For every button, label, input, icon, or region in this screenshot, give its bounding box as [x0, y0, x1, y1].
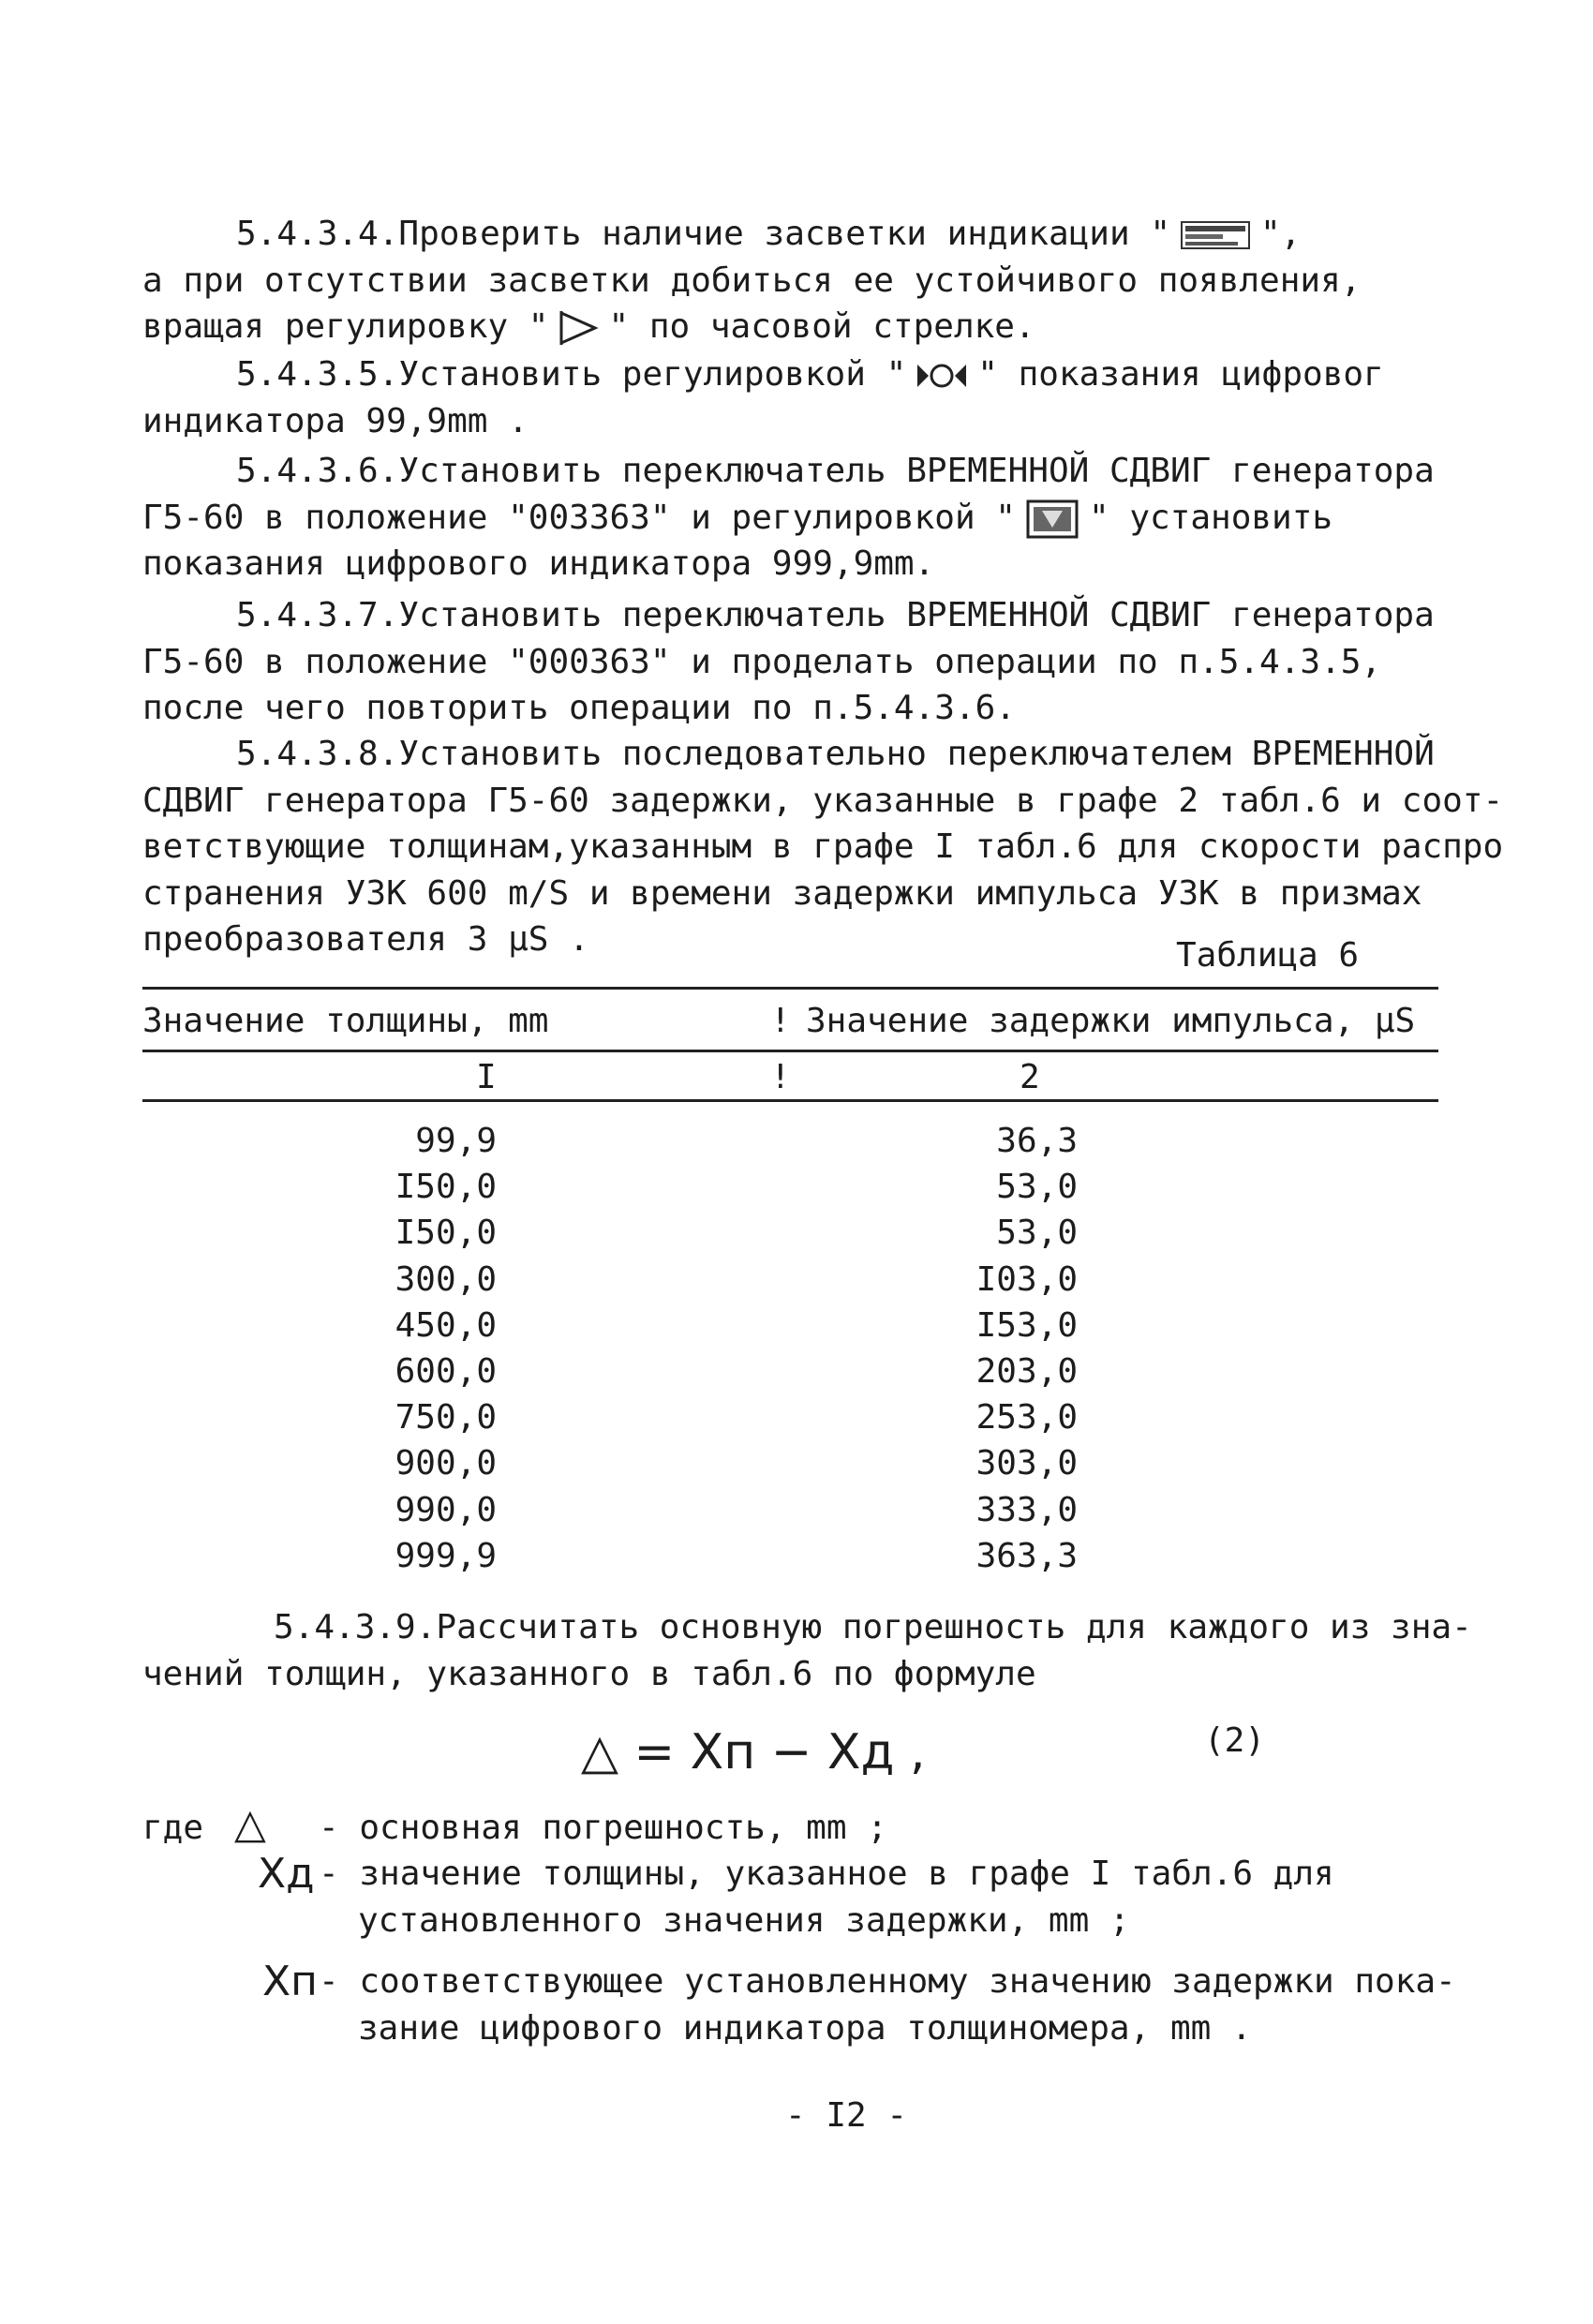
line: СДВИГ генератора Г5-60 задержки, указанные в графе 2 табл.6 и соот-: [142, 781, 1504, 820]
line: преобразователя 3 μS .: [142, 920, 589, 959]
xn-definition-line-1: - соответствующее установленному значению задержки пока-: [319, 1962, 1456, 2001]
thickness-cell: 450,0: [395, 1305, 497, 1345]
table-header-rule: [142, 1050, 1438, 1052]
line: 5.4.3.9.Рассчитать основную погрешность для каждого из зна-: [274, 1608, 1472, 1646]
delay-cell: 53,0: [996, 1168, 1078, 1207]
line: 5.4.3.8.Установить последовательно переключателем ВРЕМЕННОЙ: [236, 735, 1435, 773]
table-top-rule: [142, 987, 1438, 990]
delay-cell: 363,3: [975, 1536, 1078, 1575]
paragraph-5-4-3-8: [142, 731, 1503, 963]
xn-symbol: Xп: [262, 1958, 318, 2005]
delay-cell: 36,3: [996, 1122, 1078, 1160]
thickness-cell: 300,0: [395, 1259, 497, 1299]
thickness-cell: 990,0: [395, 1490, 497, 1529]
delta-symbol: △: [234, 1800, 266, 1848]
line: а при отсутствии засветки добиться ее устойчивого появления,: [142, 261, 1362, 300]
line: 5.4.3.7.Установить переключатель ВРЕМЕННОЙ СДВИГ генератора: [236, 596, 1435, 634]
text: " показания цифровог: [977, 355, 1384, 394]
delay-cell: 303,0: [975, 1444, 1078, 1483]
line: [142, 351, 1384, 398]
fine-adjust-icon: [1025, 499, 1079, 540]
xd-symbol: Xд: [258, 1850, 315, 1898]
text: Г5-60 в положение "003363" и регулировкой ": [142, 498, 1016, 537]
paragraph-5-4-3-6: [142, 448, 1435, 588]
adjust-knob-icon: [916, 357, 968, 395]
delay-cell: I03,0: [975, 1259, 1078, 1299]
line: странения УЗК 600 m/S и времени задержки импульса УЗК в призмах: [142, 873, 1422, 913]
page-number: - I2 -: [785, 2096, 908, 2135]
play-triangle-icon: [558, 309, 599, 347]
line: [142, 211, 1361, 258]
line: ветствующие толщинам,указанным в графе I табл.6 для скорости распро: [142, 827, 1504, 866]
thickness-cell: I50,0: [395, 1214, 497, 1253]
line: Г5-60 в положение "000363" и проделать операции по п.5.4.3.5,: [142, 642, 1382, 681]
thickness-cell: 750,0: [395, 1398, 497, 1438]
text: ",: [1260, 215, 1302, 253]
thickness-cell: 900,0: [395, 1444, 497, 1483]
xd-definition-line-1: - значение толщины, указанное в графе I табл.6 для: [319, 1855, 1334, 1893]
line: индикатора 99,9mm .: [142, 401, 529, 440]
paragraph-5-4-3-5: [142, 351, 1384, 444]
thickness-cell: 600,0: [395, 1352, 497, 1392]
column-number-1: I: [476, 1058, 497, 1096]
delay-cell: 203,0: [975, 1352, 1078, 1392]
thickness-column: [309, 1118, 497, 1579]
table-header-thickness: Значение толщины, mm: [142, 1002, 549, 1040]
thickness-cell: 99,9: [415, 1122, 497, 1160]
error-formula: △ = Xп − Xд ,: [581, 1724, 926, 1780]
text: " по часовой стрелке.: [608, 307, 1035, 346]
delay-cell: 53,0: [996, 1214, 1078, 1253]
text: 5.4.3.4.Проверить наличие засветки индикации ": [236, 215, 1170, 253]
text: " установить: [1088, 498, 1333, 537]
delta-definition: - основная погрешность, mm ;: [319, 1809, 887, 1847]
line: 5.4.3.6.Установить переключатель ВРЕМЕННОЙ СДВИГ генератора: [236, 452, 1435, 490]
table-header-separator: !: [770, 1002, 791, 1040]
line: показания цифрового индикатора 999,9mm.: [142, 544, 935, 583]
table-column-numbers-rule: [142, 1099, 1438, 1102]
paragraph-5-4-3-4: [142, 211, 1361, 350]
delay-cell: I53,0: [975, 1305, 1078, 1345]
column-number-2: 2: [1020, 1058, 1040, 1096]
column-number-separator: !: [770, 1058, 791, 1096]
line: чений толщин, указанного в табл.6 по формуле: [142, 1654, 1036, 1693]
formula-number: (2): [1204, 1721, 1266, 1760]
line: после чего повторить операции по п.5.4.3.6.: [142, 689, 1016, 727]
text: вращая регулировку ": [142, 307, 549, 346]
line: [142, 304, 1361, 350]
xd-definition-line-2: установленного значения задержки, mm ;: [358, 1901, 1130, 1940]
table-caption: Таблица 6: [1176, 936, 1360, 975]
thickness-cell: 999,9: [395, 1536, 497, 1575]
thickness-cell: I50,0: [395, 1168, 497, 1207]
table-header-delay: Значение задержки импульса, μS: [806, 1002, 1416, 1040]
where-label: где: [142, 1809, 204, 1847]
indicator-backlight-icon: [1180, 219, 1251, 251]
xn-definition-line-2: зание цифрового индикатора толщиномера, mm .: [358, 2009, 1252, 2048]
delay-cell: 253,0: [975, 1398, 1078, 1438]
line: [142, 495, 1435, 542]
delay-column: [890, 1118, 1078, 1579]
paragraph-5-4-3-9: [142, 1604, 1472, 1697]
paragraph-5-4-3-7: [142, 592, 1435, 732]
delay-cell: 333,0: [975, 1490, 1078, 1529]
text: 5.4.3.5.Установить регулировкой ": [236, 355, 907, 394]
